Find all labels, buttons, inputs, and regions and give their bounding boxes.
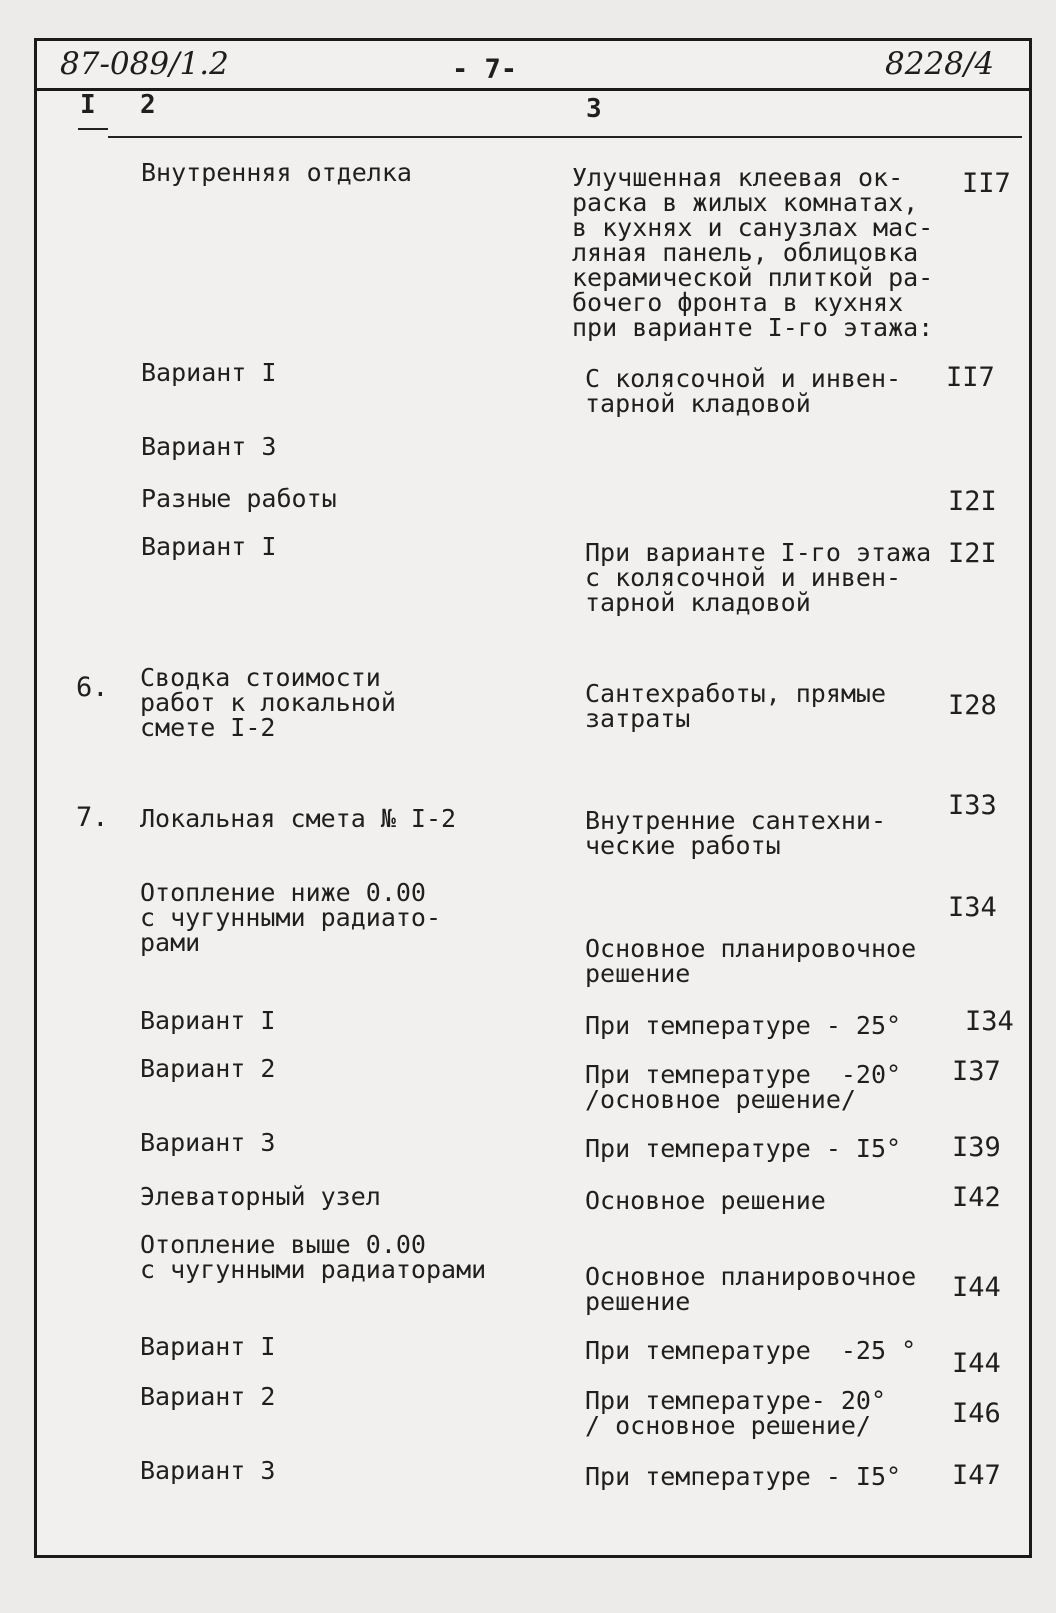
row-description: При температуре- 20° / основное решение/ xyxy=(585,1386,887,1440)
row-description: При температуре -20° /основное решение/ xyxy=(585,1060,902,1114)
row-page: I37 xyxy=(952,1056,1001,1087)
row-title: Локальная смета № I-2 xyxy=(140,804,457,833)
row-title: Разные работы xyxy=(141,484,337,513)
row-page: II7 xyxy=(946,362,995,393)
column-header-rule xyxy=(108,136,1022,138)
row-description: Сантехработы, прямые затраты xyxy=(585,679,887,733)
row-page: I42 xyxy=(952,1182,1001,1213)
row-description: При температуре - I5° xyxy=(585,1462,902,1491)
row-page: I2I xyxy=(948,538,997,569)
row-page: I46 xyxy=(952,1398,1001,1429)
document-code-left: 87-089/1.2 xyxy=(60,46,229,82)
row-title: Вариант 3 xyxy=(140,1128,276,1157)
row-page: I33 xyxy=(948,790,997,821)
row-title: Элеваторный узел xyxy=(140,1182,381,1211)
row-page: I2I xyxy=(948,486,997,517)
row-title: Вариант I xyxy=(141,358,277,387)
row-title: Отопление ниже 0.00 с чугунными радиато- рами xyxy=(140,878,442,957)
row-title: Вариант I xyxy=(140,1006,276,1035)
column-header-2: 2 xyxy=(140,90,156,120)
row-description: При температуре -25 ° xyxy=(585,1336,917,1365)
row-page: I34 xyxy=(948,892,997,923)
row-description: При температуре - I5° xyxy=(585,1134,902,1163)
column-header-3: 3 xyxy=(586,94,602,124)
row-title: Отопление выше 0.00 с чугунными радиаторами xyxy=(140,1230,487,1284)
row-page: I44 xyxy=(952,1348,1001,1379)
row-description: При варианте I-го этажа с колясочной и инвен- тарной кладовой xyxy=(585,538,932,617)
row-description: Основное планировочное решение xyxy=(585,934,917,988)
column-tick xyxy=(78,128,108,130)
row-description: Улучшенная клеевая ок- раска в жилых комнатах, в кухнях и санузлах мас- ляная панель, облицовка керамической плиткой ра- бочего фронта в кухнях при варианте I-го этажа: xyxy=(572,163,934,342)
row-title: Вариант 3 xyxy=(140,1456,276,1485)
row-title: Вариант 2 xyxy=(140,1382,276,1411)
row-title: Внутренняя отделка xyxy=(141,158,412,187)
row-page: I44 xyxy=(952,1272,1001,1303)
row-page: I39 xyxy=(952,1132,1001,1163)
row-description: Внутренние сантехни- ческие работы xyxy=(585,806,887,860)
row-description: С колясочной и инвен- тарной кладовой xyxy=(585,364,902,418)
row-title: Вариант I xyxy=(140,1332,276,1361)
column-header-1: I xyxy=(80,90,96,120)
row-page: I34 xyxy=(965,1006,1014,1037)
row-page: II7 xyxy=(962,168,1011,199)
row-number: 6. xyxy=(76,672,109,703)
document-code-right: 8228/4 xyxy=(885,46,995,82)
row-page: I47 xyxy=(952,1460,1001,1491)
row-title: Вариант 3 xyxy=(141,432,277,461)
header-divider xyxy=(34,88,1032,91)
row-title: Сводка стоимости работ к локальной смете I-2 xyxy=(140,663,396,742)
row-number: 7. xyxy=(76,802,109,833)
row-page: I28 xyxy=(948,690,997,721)
row-title: Вариант I xyxy=(141,532,277,561)
row-description: Основное планировочное решение xyxy=(585,1262,917,1316)
row-description: При температуре - 25° xyxy=(585,1011,902,1040)
row-description: Основное решение xyxy=(585,1186,826,1215)
page-number: - 7- xyxy=(452,54,518,85)
row-title: Вариант 2 xyxy=(140,1054,276,1083)
